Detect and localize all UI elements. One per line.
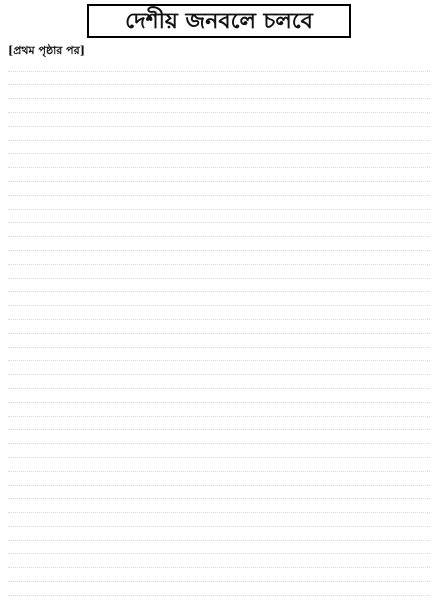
text-line-placeholder (8, 499, 430, 513)
text-line-placeholder (8, 403, 430, 417)
text-line-placeholder (8, 348, 430, 362)
text-line-placeholder (8, 196, 430, 210)
text-line-placeholder (8, 223, 430, 237)
text-line-placeholder (8, 320, 430, 334)
text-line-placeholder (8, 527, 430, 541)
text-line-placeholder (8, 472, 430, 486)
continued-from-label: [প্রথম পৃষ্ঠার পর] (8, 44, 85, 57)
headline-box (8, 0, 430, 38)
text-line-placeholder (8, 306, 430, 320)
text-line-placeholder (8, 279, 430, 293)
text-line-placeholder (8, 168, 430, 182)
text-line-placeholder (8, 389, 430, 403)
text-line-placeholders (8, 58, 430, 596)
text-line-placeholder (8, 334, 430, 348)
text-line-placeholder (8, 417, 430, 431)
text-line-placeholder (8, 99, 430, 113)
headline: দেশীয় জনবলে চলবে (87, 4, 351, 38)
text-line-placeholder (8, 292, 430, 306)
text-line-placeholder (8, 541, 430, 555)
text-line-placeholder (8, 265, 430, 279)
text-line-placeholder (8, 361, 430, 375)
text-line-placeholder (8, 141, 430, 155)
article-body (8, 44, 430, 599)
text-line-placeholder (8, 582, 430, 596)
text-line-placeholder (8, 444, 430, 458)
text-line-placeholder (8, 154, 430, 168)
text-line-placeholder (8, 210, 430, 224)
text-line-placeholder (8, 486, 430, 500)
text-line-placeholder (8, 85, 430, 99)
text-line-placeholder (8, 72, 430, 86)
text-line-placeholder (8, 375, 430, 389)
text-line-placeholder (8, 430, 430, 444)
text-line-placeholder (8, 182, 430, 196)
text-line-placeholder (8, 58, 430, 72)
text-line-placeholder (8, 458, 430, 472)
text-line-placeholder (8, 237, 430, 251)
text-line-placeholder (8, 568, 430, 582)
text-line-placeholder (8, 127, 430, 141)
text-line-placeholder (8, 113, 430, 127)
text-line-placeholder (8, 513, 430, 527)
text-line-placeholder (8, 251, 430, 265)
text-line-placeholder (8, 554, 430, 568)
